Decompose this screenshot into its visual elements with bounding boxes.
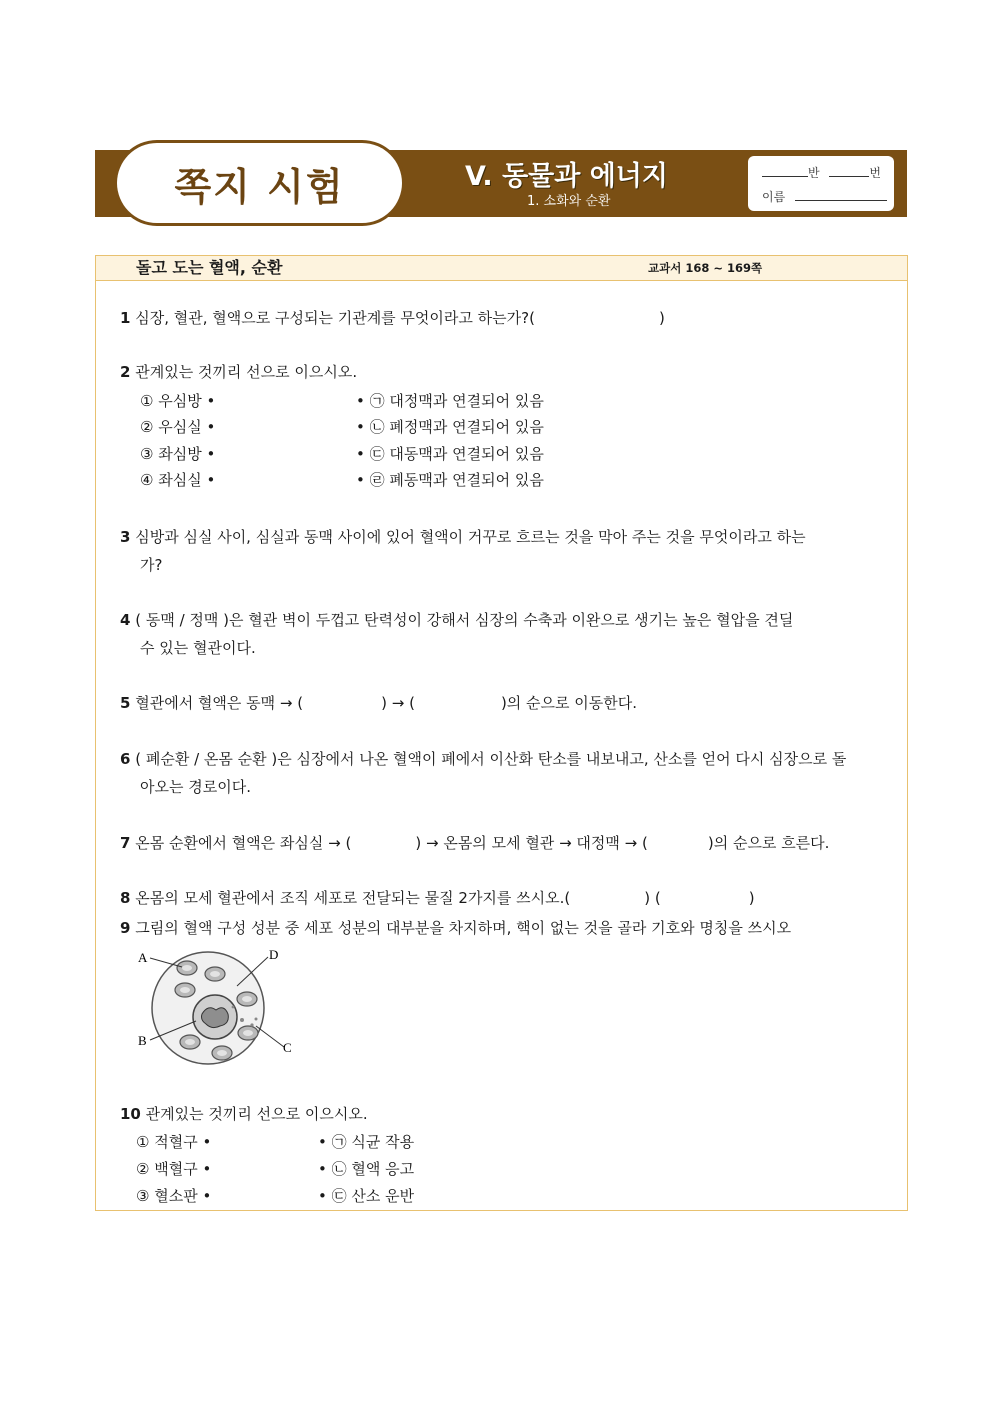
question-4 bbox=[120, 606, 910, 662]
q2-text: 관계있는 것끼리 선으로 이으시오. bbox=[135, 363, 358, 381]
q8-text-part2: ) ( bbox=[644, 889, 661, 907]
section-topic: 돌고 도는 혈액, 순환 bbox=[136, 258, 283, 277]
question-6 bbox=[120, 745, 910, 801]
textbook-pages: 교과서 168 ~ 169쪽 bbox=[648, 261, 763, 275]
q7-number: 7 bbox=[120, 834, 131, 852]
q2-right-item[interactable]: • ㉢ 대동맥과 연결되어 있음 bbox=[356, 445, 544, 463]
q10-right-item[interactable]: • ㉠ 식균 작용 bbox=[318, 1133, 415, 1151]
number-blank[interactable] bbox=[829, 165, 869, 177]
number-label: 번 bbox=[869, 166, 882, 180]
q9-text: 그림의 혈액 구성 성분 중 세포 성분의 대부분을 차지하며, 핵이 없는 것을 골라 기호와 명칭을 쓰시오 bbox=[135, 919, 792, 937]
header-banner bbox=[95, 150, 907, 217]
q3-number: 3 bbox=[120, 528, 131, 546]
label-c: C bbox=[283, 1040, 292, 1055]
q2-right-item[interactable]: • ㉠ 대정맥과 연결되어 있음 bbox=[356, 392, 544, 410]
q1-text: 심장, 혈관, 혈액으로 구성되는 기관계를 무엇이라고 하는가?( bbox=[135, 309, 535, 327]
q2-left-item[interactable]: ① 우심방 • bbox=[140, 392, 216, 410]
question-3 bbox=[120, 523, 910, 579]
q5-text-part2: ) → ( bbox=[381, 694, 415, 712]
title-pill bbox=[117, 143, 402, 223]
name-blank[interactable] bbox=[795, 189, 887, 201]
q10-text: 관계있는 것끼리 선으로 이으시오. bbox=[145, 1105, 368, 1123]
name-box bbox=[748, 156, 894, 211]
q3-text-line1: 심방과 심실 사이, 심실과 동맥 사이에 있어 혈액이 거꾸로 흐르는 것을 막아 주는 것을 무엇이라고 하는 bbox=[135, 528, 806, 546]
question-10 bbox=[120, 1100, 368, 1128]
q5-number: 5 bbox=[120, 694, 131, 712]
label-d: D bbox=[269, 947, 279, 962]
q1-number: 1 bbox=[120, 309, 131, 327]
q7-text-part2: ) → 온몸의 모세 혈관 → 대정맥 → ( bbox=[415, 834, 648, 852]
q10-right-item[interactable]: • ㉡ 혈액 응고 bbox=[318, 1160, 415, 1178]
name-line bbox=[762, 188, 887, 205]
q1-close: ) bbox=[658, 309, 665, 327]
q7-text-part1: 온몸 순환에서 혈액은 좌심실 → ( bbox=[135, 834, 352, 852]
q6-number: 6 bbox=[120, 750, 131, 768]
q2-right-item[interactable]: • ㉡ 폐정맥과 연결되어 있음 bbox=[356, 418, 544, 436]
q6-text-line1: ( 폐순환 / 온몸 순환 )은 심장에서 나온 혈액이 폐에서 이산화 탄소를 내보내고, 산소를 얻어 다시 심장으로 돌 bbox=[135, 750, 847, 768]
question-9 bbox=[120, 914, 910, 942]
q4-number: 4 bbox=[120, 611, 131, 629]
label-b: B bbox=[138, 1033, 147, 1048]
q10-left-item[interactable]: ② 백혈구 • bbox=[136, 1160, 212, 1178]
blood-cell-illustration bbox=[132, 946, 302, 1071]
question-7 bbox=[120, 829, 829, 857]
q2-left-item[interactable]: ③ 좌심방 • bbox=[140, 445, 216, 463]
section-header bbox=[96, 256, 907, 281]
q2-number: 2 bbox=[120, 363, 131, 381]
class-number-line bbox=[762, 164, 881, 181]
q2-right-item[interactable]: • ㉣ 폐동맥과 연결되어 있음 bbox=[356, 471, 544, 489]
q8-text-part3: ) bbox=[748, 889, 755, 907]
q4-text-line1: ( 동맥 / 정맥 )은 혈관 벽이 두껍고 탄력성이 강해서 심장의 수축과 이완으로 생기는 높은 혈압을 견딜 bbox=[135, 611, 794, 629]
q2-left-item[interactable]: ② 우심실 • bbox=[140, 418, 216, 436]
q5-text-part1: 혈관에서 혈액은 동맥 → ( bbox=[135, 694, 304, 712]
q7-text-part3: )의 순으로 흐른다. bbox=[707, 834, 830, 852]
q4-text-line2: 수 있는 혈관이다. bbox=[140, 639, 256, 657]
subunit-title: 1. 소화와 순환 bbox=[527, 194, 611, 209]
q10-right-item[interactable]: • ㉢ 산소 운반 bbox=[318, 1187, 415, 1205]
label-a: A bbox=[138, 950, 148, 965]
class-label: 반 bbox=[808, 166, 820, 180]
q10-number: 10 bbox=[120, 1105, 141, 1123]
q10-left-item[interactable]: ③ 혈소판 • bbox=[136, 1187, 212, 1205]
q8-text-part1: 온몸의 모세 혈관에서 조직 세포로 전달되는 물질 2가지를 쓰시오.( bbox=[135, 889, 571, 907]
question-5 bbox=[120, 689, 637, 717]
unit-title: V. 동물과 에너지 bbox=[465, 161, 668, 192]
question-8 bbox=[120, 884, 755, 912]
quiz-title: 쪽지 시험 bbox=[174, 164, 345, 209]
q10-left-item[interactable]: ① 적혈구 • bbox=[136, 1133, 212, 1151]
question-1 bbox=[120, 304, 665, 332]
q2-left-item[interactable]: ④ 좌심실 • bbox=[140, 471, 216, 489]
name-label: 이름 bbox=[762, 190, 786, 204]
q5-text-part3: )의 순으로 이동한다. bbox=[500, 694, 638, 712]
q9-number: 9 bbox=[120, 919, 131, 937]
q3-text-line2: 가? bbox=[140, 556, 163, 574]
q6-text-line2: 아오는 경로이다. bbox=[140, 778, 251, 796]
q8-number: 8 bbox=[120, 889, 131, 907]
question-2 bbox=[120, 358, 357, 386]
class-blank[interactable] bbox=[762, 165, 808, 177]
